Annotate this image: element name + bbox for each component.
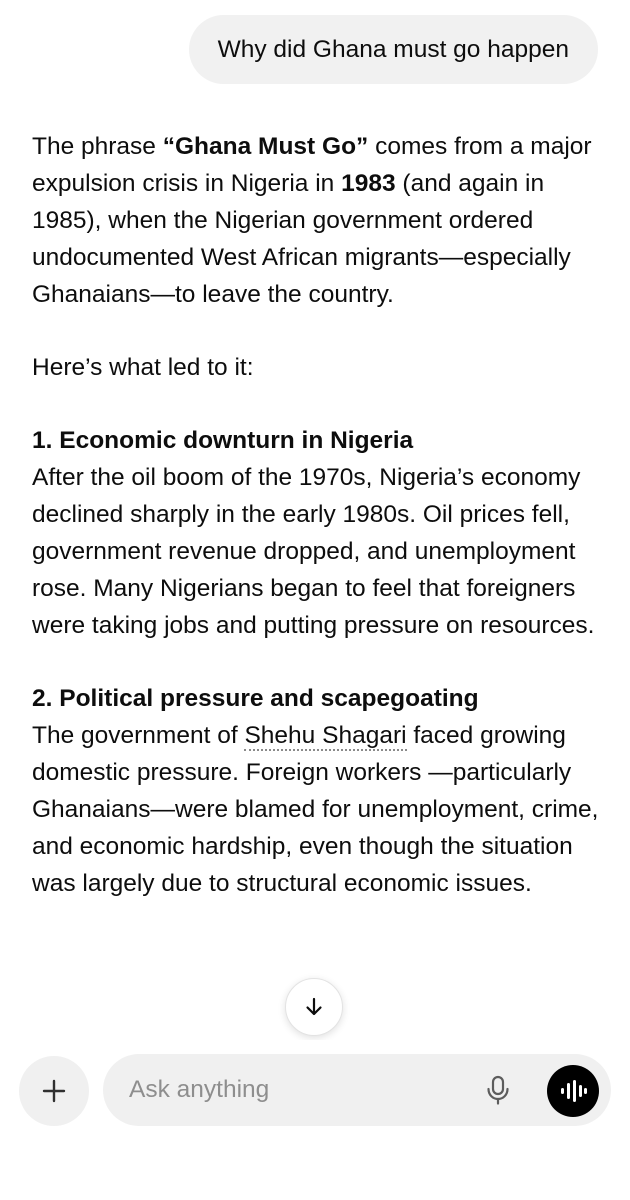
intro-bold-phrase: “Ghana Must Go” — [162, 133, 369, 160]
dictation-button[interactable] — [479, 1071, 517, 1109]
user-message-bubble — [189, 15, 598, 84]
intro-bold-year: 1983 — [341, 170, 396, 197]
intro-text-1: The phrase — [32, 133, 163, 160]
section-heading: 1. Economic downturn in Nigeria — [32, 427, 414, 454]
user-message-text: Why did Ghana must go happen — [217, 36, 569, 63]
plus-icon — [41, 1078, 67, 1104]
microphone-icon — [485, 1075, 511, 1105]
attach-button[interactable] — [19, 1056, 89, 1126]
voice-waveform-icon — [558, 1079, 588, 1103]
section-body: After the oil boom of the 1970s, Nigeria’s economy declined sharply in the early 1980s. Oil prices fell, government revenue dropped, and unemployment rose. Many Nigerians began to feel that foreigners were taking jobs and putting pressure on resources. — [32, 464, 595, 639]
section-economic-downturn — [32, 422, 602, 644]
arrow-down-icon — [302, 995, 326, 1019]
ask-anything-input[interactable] — [129, 1054, 469, 1126]
intro-text-3: (and again in 1985), when the Nigerian government ordered undocumented West African migrants—especially Ghanaians—to leave the country. — [32, 170, 571, 308]
lead-in-paragraph: Here’s what led to it: — [32, 354, 254, 381]
composer-bar — [0, 1040, 630, 1200]
scroll-to-bottom-button[interactable] — [285, 978, 343, 1036]
assistant-response — [32, 128, 602, 938]
intro-text-2: comes from a major expulsion crisis in Nigeria in — [32, 133, 592, 197]
section-body-rest: faced growing domestic pressure. Foreign workers —particularly Ghanaians—were blamed for unemployment, crime, and economic hardship, even though the situation was largely due to structural economic issues. — [32, 722, 599, 897]
voice-mode-button[interactable] — [547, 1065, 599, 1117]
section-heading: 2. Political pressure and scapegoating — [32, 685, 479, 712]
intro-paragraph — [32, 128, 602, 313]
message-composer — [103, 1054, 611, 1126]
section-political-pressure — [32, 680, 602, 902]
shehu-shagari-link[interactable]: Shehu Shagari — [244, 722, 407, 749]
section-body-start: The government of — [32, 722, 245, 749]
